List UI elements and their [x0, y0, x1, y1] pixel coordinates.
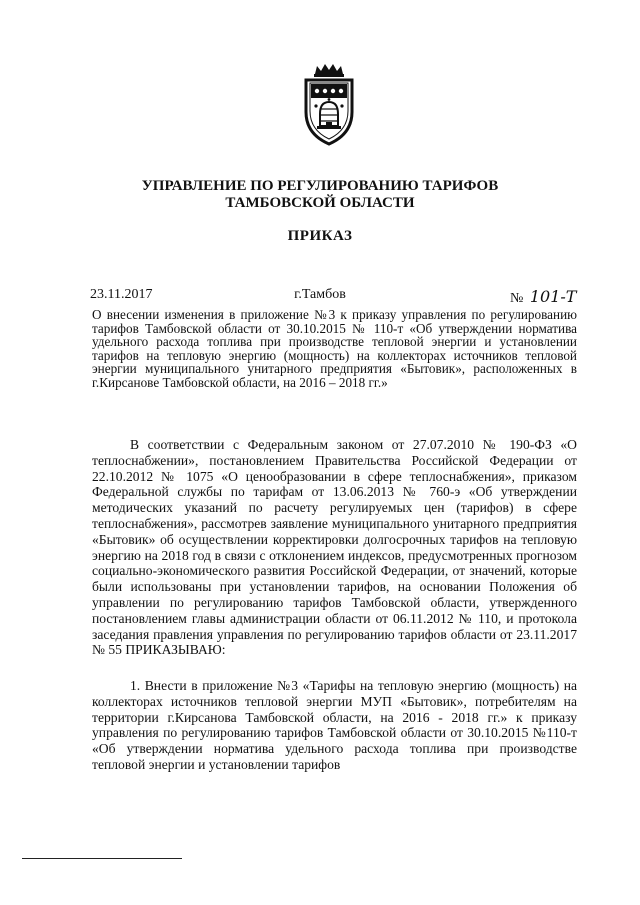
- footer-divider: [22, 858, 182, 859]
- order-item-1: 1. Внести в приложение №3 «Тарифы на тепловую энергию (мощность) на коллекторах источников тепловой энергии МУП «Бытовик», потребителям на территории г.Кирсанова Тамбовской области, на 2016 - 2018 гг.» к приказу управления по регулированию тарифов Тамбовской области от 30.10.2015 №110-т «Об утверждении норматива удельного расхода топлива при производстве тепловой энергии и установлении тарифов: [92, 678, 577, 772]
- order-number-value: 101-Т: [529, 287, 577, 306]
- order-city: г.Тамбов: [294, 287, 346, 302]
- order-number-label: №: [510, 291, 524, 306]
- organization-title: УПРАВЛЕНИЕ ПО РЕГУЛИРОВАНИЮ ТАРИФОВ ТАМБОВСКОЙ ОБЛАСТИ: [141, 178, 499, 211]
- order-preamble: В соответствии с Федеральным законом от 27.07.2010 № 190-ФЗ «О теплоснабжении», постановлением Правительства Российской Федерации от 22.10.2012 № 1075 «О ценообразовании в сфере теплоснабжения», приказом Федеральной службы по тарифам от 13.06.2013 № 760-э «Об утверждении методических указаний по расчету регулируемых цен (тарифов) в сфере теплоснабжения», рассмотрев заявление муниципального унитарного предприятия «Бытовик» об осуществлении корректировки долгосрочных тарифов на тепловую энергию на 2018 год в связи с отклонением индексов, предусмотренных прогнозом социально-экономического развития Российской Федерации, от значений, которые были использованы при установлении тарифов, на основании Положения об управлении по регулированию тарифов Тамбовской области, утвержденного постановлением главы администрации области от 06.11.2012 № 110, и протокола заседания правления управления по регулированию тарифов области от 23.11.2017 № 55 ПРИКАЗЫВАЮ:: [92, 437, 577, 658]
- order-subject: О внесении изменения в приложение №3 к приказу управления по регулированию тарифов Тамбовской области от 30.10.2015 № 110-т «Об утверждении норматива удельного расхода топлива при производстве тепловой энергии и установлении тарифов на тепловую энергию (мощность) на коллекторах источников тепловой энергии муниципального унитарного предприятия «Бытовик», расположенных в г.Кирсанове Тамбовской области, на 2016 – 2018 гг.»: [92, 307, 577, 390]
- order-number: [510, 287, 576, 307]
- document-type-title: ПРИКАЗ: [287, 228, 353, 244]
- order-date: 23.11.2017: [90, 287, 153, 302]
- coat-of-arms-icon: [300, 62, 358, 148]
